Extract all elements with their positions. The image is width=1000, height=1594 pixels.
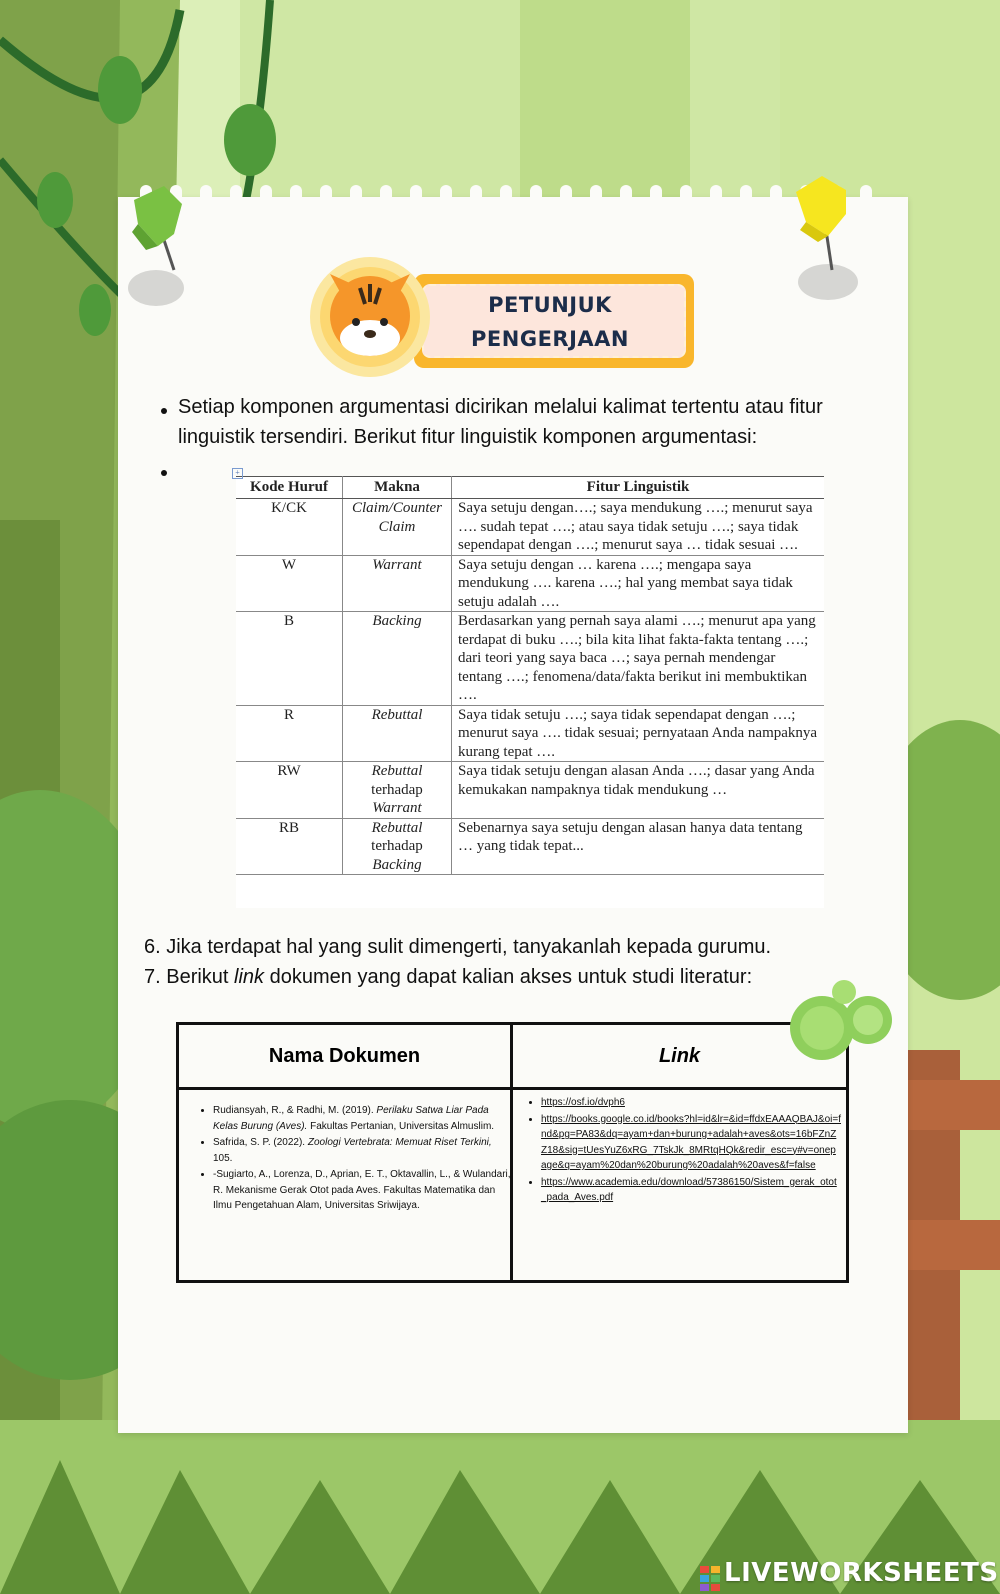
document-table bbox=[176, 1022, 849, 1283]
code-cell: RW bbox=[236, 762, 343, 819]
document-link[interactable]: https://books.google.co.id/books?hl=id&lr=&id=ffdxEAAAQBAJ&oi=fnd&pg=PA83&dq=ayam+dan+burung+adalah+aves&ots=16bFZnZZ18&sig=tUesYuZ6xRG_7TskJk_8MRtqHQk&redir_esc=y#v=onepage&q=ayam%20dan%20burung%20adalah%20aves&f=false bbox=[541, 1113, 841, 1171]
code-cell: RB bbox=[236, 818, 343, 875]
list-item bbox=[541, 1175, 841, 1206]
header-link: Link bbox=[513, 1025, 846, 1090]
doc-author: Rudiansyah, R., & Radhi, M. (2019). bbox=[213, 1105, 377, 1116]
feature-cell: Saya tidak setuju ….; saya tidak sependapat dengan ….; menurut saya …. tidak sesuai; pernyataan Anda nampaknya kurang tepat …. bbox=[452, 705, 825, 762]
table-row bbox=[236, 612, 824, 706]
feature-cell: Saya setuju dengan … karena ….; mengapa saya mendukung …. karena ….; hal yang membat saya tidak setuju adalah …. bbox=[452, 555, 825, 612]
bullet-dot-empty bbox=[161, 470, 167, 476]
table-row bbox=[236, 762, 824, 819]
document-link[interactable]: https://www.academia.edu/download/57386150/Sistem_gerak_otot_pada_Aves.pdf bbox=[541, 1176, 837, 1203]
link-list bbox=[525, 1095, 841, 1207]
list-item bbox=[213, 1103, 513, 1134]
col-header-code: Kode Huruf bbox=[236, 477, 343, 499]
meaning-cell: Backing bbox=[343, 612, 452, 706]
bullet-dot bbox=[161, 408, 167, 414]
doc-author: Safrida, S. P. (2022). bbox=[213, 1137, 308, 1148]
document-list bbox=[197, 1103, 513, 1215]
code-cell: B bbox=[236, 612, 343, 706]
feature-cell: Saya setuju dengan….; saya mendukung ….; menurut saya …. sudah tepat ….; atau saya tidak setuju ….; saya tidak sependapat dengan ….; menurut saya … tidak sesuai …. bbox=[452, 499, 825, 556]
meaning-plain: terhadap bbox=[371, 838, 423, 854]
leaf-cluster-icon bbox=[788, 980, 898, 1070]
table-row bbox=[236, 499, 824, 556]
meaning-italic: Warrant bbox=[372, 800, 422, 816]
title-badge bbox=[300, 252, 702, 382]
title-line2: PENGERJAAN bbox=[471, 327, 629, 351]
item-7 bbox=[144, 966, 752, 989]
table-row bbox=[236, 705, 824, 762]
tiger-icon bbox=[300, 252, 440, 382]
code-cell: K/CK bbox=[236, 499, 343, 556]
feature-cell: Sebenarnya saya setuju dengan alasan hanya data tentang … yang tidak tepat... bbox=[452, 818, 825, 875]
doc-author: -Sugiarto, A., Lorenza, D., Aprian, E. T., Oktavallin, L., & Wulandari, R. Mekanisme Gerak Otot pada Aves. Fakultas Matematika dan Ilmu Pengetahuan Alam, Universitas Sriwijaya. bbox=[213, 1169, 511, 1211]
yellow-pushpin-icon bbox=[788, 170, 868, 300]
meaning-plain: terhadap bbox=[371, 781, 423, 798]
feature-cell: Saya tidak setuju dengan alasan Anda ….; dasar yang Anda kemukakan nampaknya tidak mendukung … bbox=[452, 762, 825, 819]
doc-title: Zoologi Vertebrata: Memuat Riset Terkini, bbox=[307, 1137, 492, 1148]
meaning-cell bbox=[343, 818, 452, 875]
table-row bbox=[236, 555, 824, 612]
list-item bbox=[213, 1167, 513, 1214]
item-7-link-word: link bbox=[234, 966, 265, 988]
item-6: 6. Jika terdapat hal yang sulit dimengerti, tanyakanlah kepada gurumu. bbox=[144, 936, 772, 958]
liveworksheets-brand[interactable]: LIVEWORKSHEETS bbox=[724, 1558, 999, 1588]
meaning-italic: Rebuttal bbox=[371, 819, 423, 836]
title-line1: PETUNJUK bbox=[488, 293, 612, 317]
item-7-post: dokumen yang dapat kalian akses untuk studi literatur: bbox=[264, 966, 753, 988]
table-row bbox=[236, 818, 824, 875]
meaning-italic: Rebuttal bbox=[371, 763, 423, 779]
meaning-italic: Backing bbox=[372, 856, 422, 873]
document-link[interactable]: https://osf.io/dvph6 bbox=[541, 1097, 625, 1108]
liveworksheets-logo-icon bbox=[700, 1566, 722, 1592]
list-item bbox=[541, 1095, 841, 1111]
code-cell: R bbox=[236, 705, 343, 762]
doc-title: Perilaku Satwa Liar Pada Kelas Burung (Aves). bbox=[213, 1105, 489, 1132]
intro-bullet: Setiap komponen argumentasi dicirikan melalui kalimat tertentu atau fitur linguistik tersendiri. Berikut fitur linguistik komponen argumentasi: bbox=[178, 396, 823, 448]
meaning-cell: Warrant bbox=[343, 555, 452, 612]
meaning-cell: Rebuttal bbox=[343, 705, 452, 762]
doc-publisher: Fakultas Pertanian, Universitas Almuslim. bbox=[307, 1120, 495, 1132]
code-cell: W bbox=[236, 555, 343, 612]
list-item bbox=[213, 1135, 513, 1166]
item-7-pre: 7. Berikut bbox=[144, 966, 235, 988]
feature-cell: Berdasarkan yang pernah saya alami ….; menurut apa yang terdapat di buku ….; bila kita lihat fakta-fakta tentang ….; dari teori yang saya baca …; saya pernah mendengar tentang ….; fenomena/data/fakta berikut ini membuktikan …. bbox=[452, 612, 825, 706]
green-pushpin-icon bbox=[124, 180, 204, 310]
meaning-cell: Claim/Counter Claim bbox=[343, 499, 452, 556]
move-handle-icon: + bbox=[232, 468, 243, 479]
linguistic-feature-table bbox=[235, 468, 824, 908]
doc-publisher: 105. bbox=[213, 1152, 233, 1164]
meaning-cell bbox=[343, 762, 452, 819]
col-header-meaning: Makna bbox=[343, 477, 452, 499]
header-document-name: Nama Dokumen bbox=[179, 1025, 510, 1090]
col-header-feature: Fitur Linguistik bbox=[452, 477, 825, 499]
list-item bbox=[541, 1112, 841, 1174]
